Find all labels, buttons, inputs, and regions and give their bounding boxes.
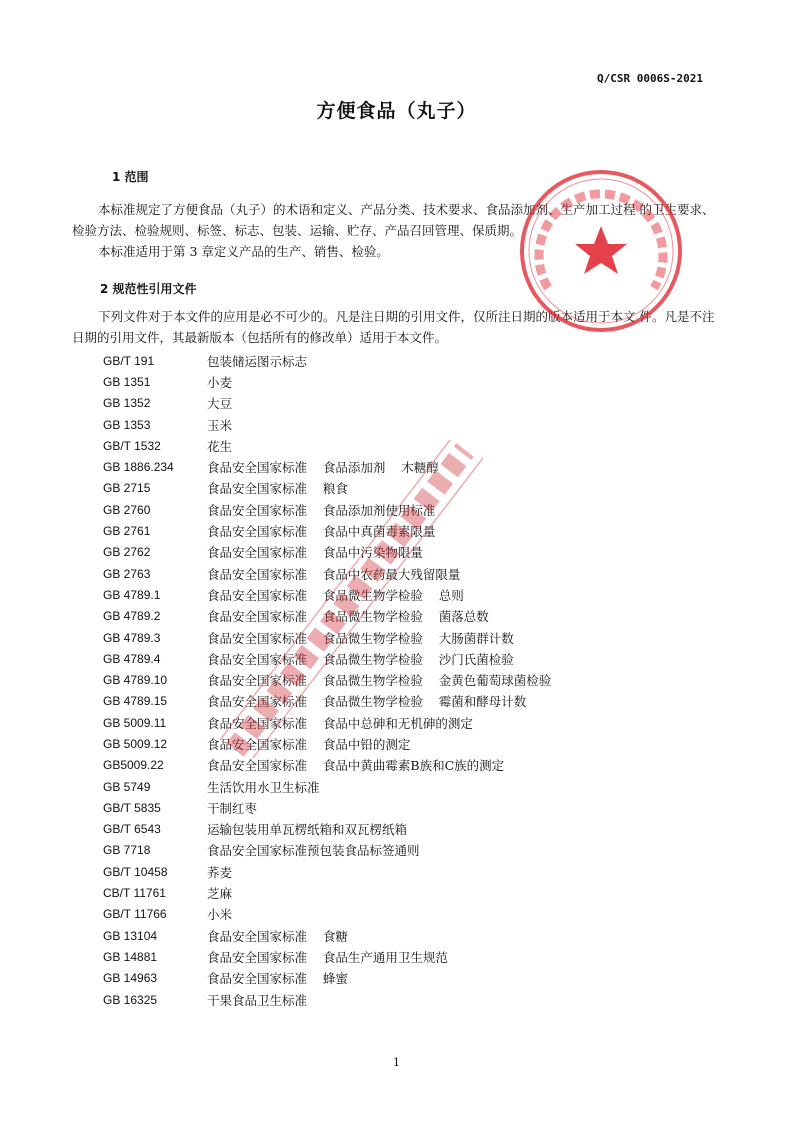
reference-code: GB 4789.1: [103, 587, 161, 602]
reference-title: 玉米: [207, 417, 233, 433]
reference-title: 生活饮用水卫生标准: [207, 779, 320, 795]
reference-code: GB 2762: [103, 545, 151, 560]
document-number: Q/CSR 0006S-2021: [597, 72, 703, 85]
reference-code: GB 16325: [103, 992, 158, 1007]
reference-code: GB5009.22: [103, 758, 164, 773]
stamp-border-right: [253, 458, 483, 758]
reference-item: [103, 797, 663, 818]
reference-title: 干制红枣: [207, 800, 258, 816]
reference-code: GB 1352: [103, 396, 151, 411]
reference-title: 干果食品卫生标准: [207, 992, 308, 1008]
reference-item: [103, 946, 663, 967]
reference-code: GB 2761: [103, 524, 151, 539]
reference-title: 食品安全国家标准预包装食品标签通则: [207, 843, 420, 859]
reference-title: 食品安全国家标准 食品中总砷和无机砷的测定: [207, 715, 473, 731]
reference-code: GB/T 1532: [103, 438, 161, 453]
reference-code: GB/T 191: [103, 353, 155, 368]
reference-code: GB 4789.3: [103, 630, 161, 645]
reference-code: GB 5009.11: [103, 715, 167, 730]
reference-code: GB 13104: [103, 928, 158, 943]
reference-code: GB 4789.15: [103, 694, 168, 709]
reference-item: [103, 371, 663, 392]
reference-code: GB 4789.10: [103, 673, 168, 688]
reference-title: 食品安全国家标准 食品微生物学检验 霉菌和酵母计数: [207, 694, 527, 710]
reference-item: [103, 925, 663, 946]
reference-item: [103, 819, 663, 840]
scope-paragraph-1: 本标准规定了方便食品（丸子）的术语和定义、产品分类、技术要求、食品添加剂、生产加工过程 的卫生要求、检验方法、检验规则、标签、标志、包装、运输、贮存、产品召回管理、保质期。: [72, 202, 715, 238]
reference-item: [103, 968, 663, 989]
reference-code: GB 5749: [103, 779, 151, 794]
reference-code: GB 4789.2: [103, 609, 161, 624]
reference-code: GB 1351: [103, 374, 151, 389]
diagonal-stamp: [215, 430, 495, 760]
reference-title: 食品安全国家标准 粮食: [207, 481, 348, 497]
reference-title: 食品安全国家标准 食品中农药最大残留限量: [207, 566, 461, 582]
reference-title: 食品安全国家标准 食品微生物学检验 菌落总数: [207, 609, 489, 625]
stamp-text-band: [235, 450, 465, 750]
reference-code: CB/T 11761: [103, 886, 166, 901]
reference-title: 大豆: [207, 396, 233, 412]
reference-code: GB 2763: [103, 566, 151, 581]
reference-code: GB/T 5835: [103, 800, 161, 815]
scope-paragraph-2: 本标准适用于第 3 章定义产品的生产、销售、检验。: [98, 244, 389, 259]
reference-title: 食品安全国家标准 食品微生物学检验 沙门氏菌检验: [207, 651, 514, 667]
reference-title: 食品安全国家标准 食品微生物学检验 总则: [207, 587, 464, 603]
reference-title: 食品安全国家标准 食品生产通用卫生规范: [207, 949, 448, 965]
seal-star-icon: [575, 226, 627, 274]
reference-code: GB 5009.12: [103, 736, 168, 751]
section-2-heading: 2 规范性引用文件: [100, 282, 197, 296]
reference-title: 芝麻: [207, 886, 233, 902]
reference-title: 食品安全国家标准 食品中真菌毒素限量: [207, 524, 436, 540]
reference-item: [103, 840, 663, 861]
reference-item: [103, 989, 663, 1010]
reference-title: 食品安全国家标准 食品微生物学检验 金黄色葡萄球菌检验: [207, 673, 552, 689]
reference-item: [103, 393, 663, 414]
page-number: 1: [393, 1056, 400, 1069]
company-seal: [518, 168, 684, 334]
reference-item: [103, 904, 663, 925]
reference-title: 运输包装用单瓦楞纸箱和双瓦楞纸箱: [207, 822, 408, 838]
reference-code: GB 1353: [103, 417, 151, 432]
reference-title: 食品安全国家标准 食品微生物学检验 大肠菌群计数: [207, 630, 514, 646]
reference-title: 食品安全国家标准 食品添加剂 木糖醇: [207, 460, 439, 476]
stamp-border-left: [220, 440, 450, 740]
reference-item: [103, 882, 663, 903]
reference-title: 荞麦: [207, 864, 233, 880]
reference-code: GB 14881: [103, 949, 158, 964]
reference-item: [103, 776, 663, 797]
reference-title: 花生: [207, 438, 233, 454]
reference-item: [103, 861, 663, 882]
reference-title: 食品安全国家标准 食品中铅的测定: [207, 736, 411, 752]
reference-code: GB 4789.4: [103, 651, 161, 666]
reference-title: 小麦: [207, 374, 233, 390]
reference-code: GB/T 10458: [103, 864, 168, 879]
section-1-heading: 1 范围: [112, 170, 149, 184]
reference-title: 食品安全国家标准 食品中黄曲霉素B族和C族的测定: [207, 758, 505, 774]
reference-code: GB 2760: [103, 502, 151, 517]
reference-item: [103, 350, 663, 371]
reference-code: GB/T 11766: [103, 907, 167, 922]
reference-title: 食品安全国家标准 食糖: [207, 928, 348, 944]
reference-title: 包装储运图示标志: [207, 353, 308, 369]
reference-title: 小米: [207, 907, 233, 923]
reference-title: 食品安全国家标准 食品添加剂使用标准: [207, 502, 436, 518]
references-paragraph: 下列文件对于本文件的应用是必不可少的。凡是注日期的引用文件，仅所注日期的版本适用于本文 件。凡是不注日期的引用文件，其最新版本（包括所有的修改单）适用于本文件。: [72, 309, 715, 345]
reference-code: GB 1886.234: [103, 460, 174, 475]
reference-code: GB 14963: [103, 971, 158, 986]
page-title: 方便食品（丸子）: [316, 100, 477, 122]
reference-title: 食品安全国家标准 食品中污染物限量: [207, 545, 423, 561]
reference-code: GB/T 6543: [103, 822, 161, 837]
reference-code: GB 7718: [103, 843, 151, 858]
reference-title: 食品安全国家标准 蜂蜜: [207, 971, 348, 987]
reference-code: GB 2715: [103, 481, 151, 496]
